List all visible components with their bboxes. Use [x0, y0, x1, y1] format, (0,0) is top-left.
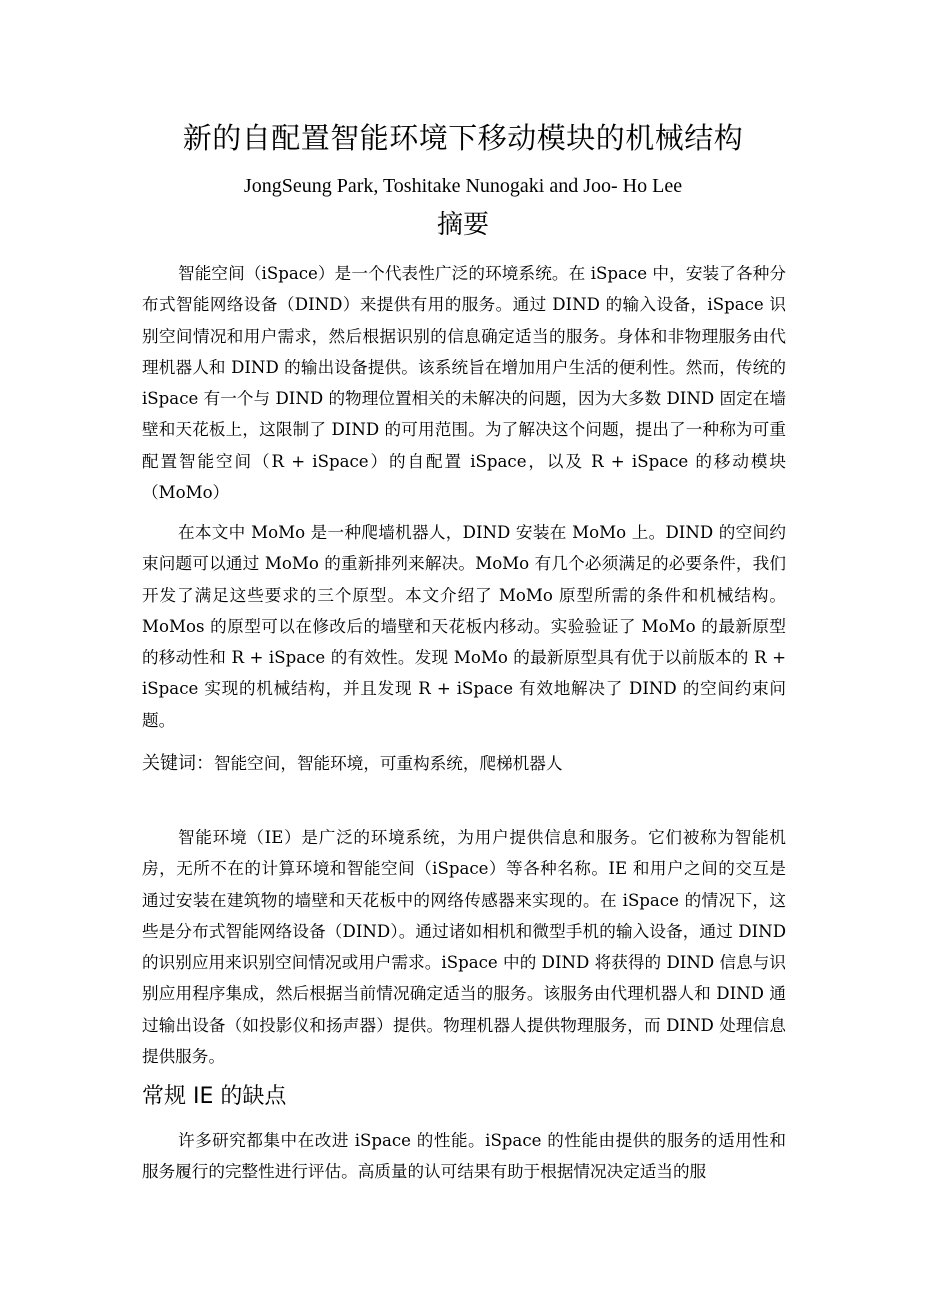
abstract-paragraph-2: 在本文中 MoMo 是一种爬墙机器人，DIND 安装在 MoMo 上。DIND 的空间约束问题可以通过 MoMo 的重新排列来解决。MoMo 有几个必须满足的必要条件，我们开发了满足这些要求的三个原型。本文介绍了 MoMo 原型所需的条件和机械结构。MoMos 的原型可以在修改后的墙壁和天花板内移动。实验验证了 MoMo 的最新原型的移动性和 R + iSpace 的有效性。发现 MoMo 的最新原型具有优于以前版本的 R + iSpace 实现的机械结构，并且发现 R + iSpace 有效地解决了 DIND 的空间约束问题。 — [142, 523, 786, 730]
intro-paragraph: 智能环境（IE）是广泛的环境系统，为用户提供信息和服务。它们被称为智能机房，无所不在的计算环境和智能空间（iSpace）等各种名称。IE 和用户之间的交互是通过安装在建筑物的墙壁和天花板中的网络传感器来实现的。在 iSpace 的情况下，这些是分布式智能网络设备（DIND）。通过诸如相机和微型手机的输入设备，通过 DIND 的识别应用来识别空间情况或用户需求。iSpace 中的 DIND 将获得的 DIND 信息与识别应用程序集成，然后根据当前情况确定适当的服务。该服务由代理机器人和 DIND 通过输出设备（如投影仪和扬声器）提供。物理机器人提供物理服务，而 DIND 处理信息提供服务。 — [142, 828, 786, 1067]
abstract-heading: 摘要 — [436, 210, 489, 240]
paper-authors: JongSeung Park, Toshitake Nunogaki and Joo‐ Ho Lee — [243, 175, 683, 197]
keywords-label: 关键词： — [142, 753, 214, 774]
abstract-paragraph-1: 智能空间（iSpace）是一个代表性广泛的环境系统。在 iSpace 中，安装了各种分布式智能网络设备（DIND）来提供有用的服务。通过 DIND 的输入设备，iSpace 识别空间情况和用户需求，然后根据识别的信息确定适当的服务。身体和非物理服务由代理机器人和 DIND 的输出设备提供。该系统旨在增加用户生活的便利性。然而，传统的 iSpace 有一个与 DIND 的物理位置相关的未解决的问题，因为大多数 DIND 固定在墙壁和天花板上，这限制了 DIND 的可用范围。为了解决这个问题，提出了一种称为可重配置智能空间（R + iSpace）的自配置 iSpace，以及 R + iSpace 的移动模块（MoMo） — [142, 264, 786, 503]
keywords-line — [142, 749, 786, 779]
section-heading: 常规 IE 的缺点 — [142, 1084, 287, 1109]
section-paragraph: 许多研究都集中在改进 iSpace 的性能。iSpace 的性能由提供的服务的适用性和服务履行的完整性进行评估。高质量的认可结果有助于根据情况决定适当的服 — [142, 1131, 786, 1182]
paper-title: 新的自配置智能环境下移动模块的机械结构 — [182, 121, 744, 155]
keywords-text: 智能空间，智能环境，可重构系统，爬梯机器人 — [214, 754, 563, 773]
